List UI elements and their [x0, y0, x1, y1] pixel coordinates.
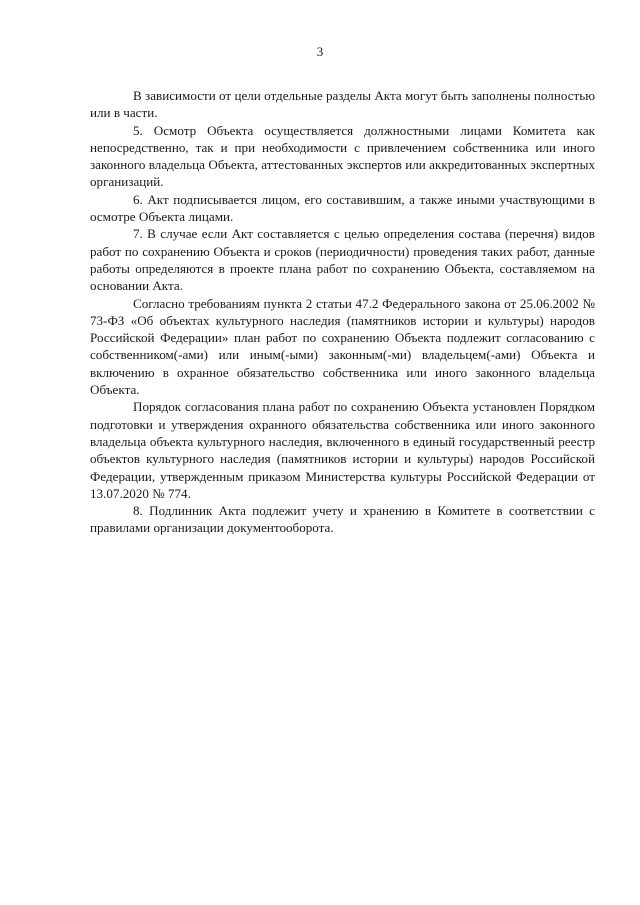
paragraph-item-6-signing: 6. Акт подписывается лицом, его составившим, а также иными участвующими в осмотре Объекта лицами.: [90, 191, 595, 225]
paragraph-item-8-original-storage: 8. Подлинник Акта подлежит учету и хранению в Комитете в соответствии с правилами организации документооборота.: [90, 503, 595, 536]
paragraph-approval-procedure: Порядок согласования плана работ по сохранению Объекта установлен Порядком подготовки и утверждения охранного обязательства собственника или иного законного владельца объекта культурного наследия, включенного в единый государственный реестр объектов культурного наследия (памятников истории и культуры) народов Российской Федерации, утвержденным приказом Министерства культуры Российской Федерации от 13.07.2020 № 774.: [90, 399, 595, 501]
paragraph-federal-law-requirements: Согласно требованиям пункта 2 статьи 47.2 Федерального закона от 25.06.2002 № 73-ФЗ «Об объектах культурного наследия (памятников истории и культуры) народов Российской Федерации» план работ по сохранению Объекта подлежит согласованию с собственником(-ами) или иным(-ыми) законным(-ми) владельцем(-ами) Объекта и включению в охранное обязательство собственника или иного законного владельца Объекта.: [90, 295, 595, 398]
document-body: [90, 87, 595, 537]
paragraph-sections-fill: В зависимости от цели отдельные разделы Акта могут быть заполнены полностью или в части.: [90, 88, 595, 121]
paragraph-item-5-inspection: 5. Осмотр Объекта осуществляется должностными лицами Комитета как непосредственно, так и при необходимости с привлечением собственника или иного законного владельца Объекта, аттестованных экспертов или аккредитованных экспертных организаций.: [90, 122, 595, 190]
paragraph-item-7-work-plan: 7. В случае если Акт составляется с целью определения состава (перечня) видов работ по сохранению Объекта и сроков (периодичности) проведения таких работ, данные работы определяются в проекте плана работ по сохранению Объекта, составляемом на основании Акта.: [90, 226, 595, 294]
page-number: 3: [316, 44, 324, 59]
